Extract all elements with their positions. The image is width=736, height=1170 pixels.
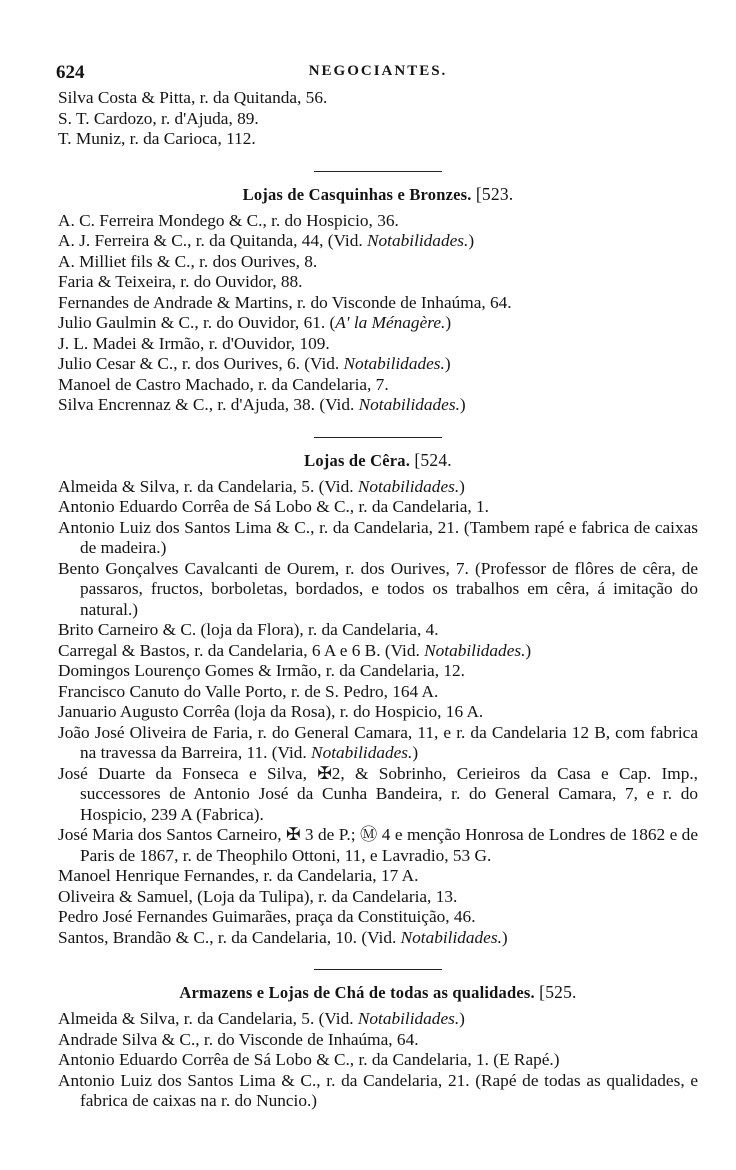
directory-entry	[58, 1050, 698, 1071]
entry-text: Almeida & Silva, r. da Candelaria, 5. (Vid.	[58, 476, 358, 496]
section-title-text: Lojas de Casquinhas e Bronzes.	[242, 184, 472, 204]
entry-text: Almeida & Silva, r. da Candelaria, 5. (Vid.	[58, 1009, 358, 1028]
entry-text: Manoel Henrique Fernandes, r. da Candelaria, 17 A.	[58, 866, 419, 885]
entry-text-end: )	[525, 640, 532, 660]
directory-entry	[58, 661, 698, 682]
section	[58, 437, 698, 949]
directory-entry	[58, 518, 698, 559]
entry-text: Francisco Canuto do Valle Porto, r. de S. Pedro, 164 A.	[58, 681, 439, 701]
directory-entry	[58, 252, 698, 273]
entry-text: João José Oliveira de Faria, r. do General Camara, 11, e r. da Candelaria 12 B, com fabrica na travessa da Barreira, 11. (Vid.	[58, 722, 698, 762]
entry-italic-reference: A' la Ménagère.	[335, 313, 446, 332]
section-number: [525.	[539, 982, 577, 1002]
entry-text: Andrade Silva & C., r. do Visconde de Inhaúma, 64.	[58, 1029, 419, 1049]
directory-entry	[58, 477, 698, 498]
entry-text-end: )	[459, 395, 466, 414]
entry-text: A. J. Ferreira & C., r. da Quitanda, 44, (Vid.	[58, 231, 368, 250]
entry-text: Santos, Brandão & C., r. da Candelaria, 10. (Vid.	[58, 927, 401, 947]
section	[58, 969, 698, 1112]
entry-text: Carregal & Bastos, r. da Candelaria, 6 A e 6 B. (Vid.	[58, 640, 425, 660]
directory-entry	[58, 825, 698, 866]
directory-entry	[58, 109, 698, 130]
entry-italic-reference: Notabilidades.	[357, 1009, 460, 1028]
entry-text: Brito Carneiro & C. (loja da Flora), r. da Candelaria, 4.	[58, 620, 439, 639]
sections	[58, 171, 698, 1112]
section	[58, 171, 698, 416]
directory-entry	[58, 928, 698, 949]
directory-entry	[58, 1009, 698, 1030]
section-title-text: Armazens e Lojas de Chá de todas as qualidades.	[179, 983, 535, 1002]
directory-entry	[58, 866, 698, 887]
entry-text-end: )	[468, 231, 475, 250]
section-divider	[314, 969, 442, 970]
entry-text: Julio Cesar & C., r. dos Ourives, 6. (Vid.	[58, 354, 344, 373]
entry-text: Domingos Lourenço Gomes & Irmão, r. da Candelaria, 12.	[58, 661, 465, 680]
entry-text-end: )	[445, 313, 452, 332]
directory-entry	[58, 293, 698, 314]
entry-text: Silva Costa & Pitta, r. da Quitanda, 56.	[58, 88, 328, 107]
entry-italic-reference: Notabilidades.	[400, 927, 502, 947]
entry-italic-reference: Notabilidades.	[357, 476, 460, 496]
section-title	[58, 982, 698, 1003]
section-number: [523.	[475, 183, 514, 204]
directory-entry	[58, 723, 698, 764]
directory-entry	[58, 907, 698, 928]
entry-text: Fernandes de Andrade & Martins, r. do Visconde de Inhaúma, 64.	[58, 292, 512, 312]
directory-entry	[58, 334, 698, 355]
directory-entry	[58, 129, 698, 150]
entry-text: A. Milliet fils & C., r. dos Ourives, 8.	[58, 251, 318, 271]
directory-entry	[58, 764, 698, 826]
entry-italic-reference: Notabilidades.	[343, 354, 445, 373]
directory-entry	[58, 375, 698, 396]
entry-italic-reference: Notabilidades.	[424, 640, 526, 660]
section-title-text: Lojas de Cêra.	[304, 450, 411, 470]
page-number: 624	[56, 62, 85, 83]
entry-text: A. C. Ferreira Mondego & C., r. do Hospicio, 36.	[58, 210, 399, 230]
entry-text-end: )	[412, 743, 419, 762]
directory-entry	[58, 211, 698, 232]
entry-italic-reference: Notabilidades.	[311, 743, 413, 762]
entry-text: José Maria dos Santos Carneiro, ✠ 3 de P.; Ⓜ 4 e menção Honrosa de Londres de 1862 e de Paris de 1867, r. de Theophilo Ottoni, 11, e Lavradio, 53 G.	[58, 825, 698, 865]
section-divider	[314, 171, 442, 172]
section-divider	[314, 437, 442, 438]
entry-text: Faria & Teixeira, r. do Ouvidor, 88.	[58, 272, 303, 291]
section-number: [524.	[414, 449, 452, 470]
directory-entry	[58, 354, 698, 375]
entry-text-end: )	[459, 1009, 465, 1028]
entry-text: Antonio Luiz dos Santos Lima & C., r. da Candelaria, 21. (Rapé de todas as qualidades, e fabrica de caixas na r. do Nuncio.)	[58, 1070, 698, 1110]
section-title	[58, 450, 698, 471]
entry-text: Oliveira & Samuel, (Loja da Tulipa), r. da Candelaria, 13.	[58, 886, 458, 906]
directory-entry	[58, 682, 698, 703]
continued-entries	[58, 88, 698, 150]
directory-entry	[58, 231, 698, 252]
directory-entry	[58, 395, 698, 416]
directory-entry	[58, 88, 698, 109]
entry-text-end: )	[459, 476, 465, 496]
entry-text-end: )	[444, 354, 451, 373]
entry-text: Pedro José Fernandes Guimarães, praça da Constituição, 46.	[58, 907, 476, 926]
directory-entry	[58, 702, 698, 723]
entry-text: Manoel de Castro Machado, r. da Candelaria, 7.	[58, 374, 389, 394]
entry-text: J. L. Madei & Irmão, r. d'Ouvidor, 109.	[58, 333, 330, 353]
entry-text: Silva Encrennaz & C., r. d'Ajuda, 38. (Vid.	[58, 395, 359, 414]
directory-entry	[58, 497, 698, 518]
directory-entry	[58, 559, 698, 621]
page-header	[58, 60, 698, 88]
directory-entry	[58, 620, 698, 641]
entry-text: Julio Gaulmin & C., r. do Ouvidor, 61. (	[58, 313, 336, 332]
entry-text: Antonio Eduardo Corrêa de Sá Lobo & C., r. da Candelaria, 1.	[58, 497, 489, 516]
directory-entry	[58, 887, 698, 908]
section-title	[58, 184, 698, 205]
directory-entry	[58, 1071, 698, 1112]
document-page	[58, 60, 698, 1112]
entry-text: Antonio Eduardo Corrêa de Sá Lobo & C., r. da Candelaria, 1. (E Rapé.)	[58, 1050, 560, 1069]
entry-text: Bento Gonçalves Cavalcanti de Ourem, r. dos Ourives, 7. (Professor de flôres de cêra, de passaros, fructos, borboletas, bordados, e todos os trabalhos em cêra, á imitação do natural.)	[58, 558, 698, 619]
running-title: NEGOCIANTES.	[308, 63, 448, 79]
entry-text: S. T. Cardozo, r. d'Ajuda, 89.	[58, 108, 259, 128]
directory-entry	[58, 1030, 698, 1051]
entry-text: T. Muniz, r. da Carioca, 112.	[58, 129, 256, 148]
entry-text: José Duarte da Fonseca e Silva, ✠2, & Sobrinho, Cerieiros da Casa e Cap. Imp., successores de Antonio José da Cunha Bandeira, r. do General Camara, 7, e r. do Hospicio, 239 A (Fabrica).	[58, 763, 698, 824]
entry-text: Antonio Luiz dos Santos Lima & C., r. da Candelaria, 21. (Tambem rapé e fabrica de caixas de madeira.)	[58, 517, 698, 557]
directory-entry	[58, 641, 698, 662]
entry-italic-reference: Notabilidades.	[367, 231, 469, 250]
entry-italic-reference: Notabilidades.	[358, 395, 460, 414]
entry-text-end: )	[501, 927, 508, 947]
entry-text: Januario Augusto Corrêa (loja da Rosa), r. do Hospicio, 16 A.	[58, 702, 484, 721]
directory-entry	[58, 272, 698, 293]
directory-entry	[58, 313, 698, 334]
